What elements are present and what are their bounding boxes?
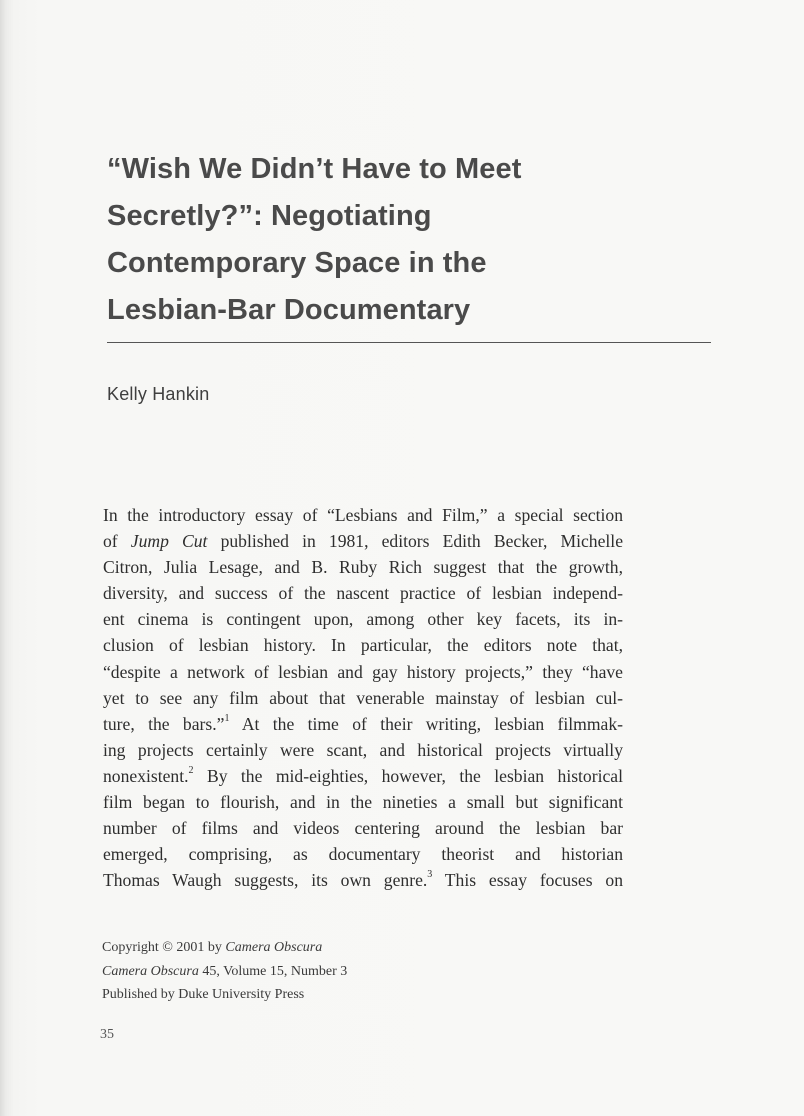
body-line: ture, the bars.”$^1$ At the time of their writing, lesbian filmmak-: [103, 712, 623, 734]
body-line: ing projects certainly were scant, and historical projects virtually: [103, 739, 623, 760]
body-line: clusion of lesbian history. In particular, the editors note that,: [103, 635, 623, 656]
issue-line: Camera Obscura 45, Volume 15, Number 3: [102, 963, 348, 979]
title-line: Secretly?”: Negotiating: [107, 200, 432, 232]
body-line: film began to flourish, and in the nineties a small but significant: [103, 792, 623, 813]
journal-title-italic: Jump Cut: [130, 531, 208, 552]
body-line: nonexistent.$^2$ By the mid-eighties, however, the lesbian historical: [103, 765, 623, 786]
body-line: Thomas Waugh suggests, its own genre.$^3$ This essay focuses on: [103, 869, 623, 891]
footnote-ref: 3: [427, 869, 433, 881]
body-line: number of films and videos centering around the lesbian bar: [103, 818, 623, 839]
body-line: diversity, and success of the nascent practice of lesbian independ-: [103, 583, 623, 604]
article-body: [103, 502, 623, 893]
author-name: Kelly Hankin: [107, 384, 210, 404]
title-line: Lesbian-Bar Documentary: [107, 294, 471, 326]
article-title: [107, 146, 667, 334]
copyright-line: Copyright © 2001 by Camera Obscura: [102, 940, 323, 955]
title-line: “Wish We Didn’t Have to Meet: [107, 153, 522, 185]
footnote-ref: 2: [188, 765, 194, 777]
body-line: In the introductory essay of “Lesbians and Film,” a special section: [103, 505, 623, 525]
body-line: yet to see any film about that venerable mainstay of lesbian cul-: [103, 687, 623, 708]
publisher-line: Published by Duke University Press: [102, 987, 305, 1002]
title-line: Contemporary Space in the: [107, 247, 487, 279]
body-line: “despite a network of lesbian and gay history projects,” they “have: [103, 661, 623, 682]
copyright-block: [102, 936, 347, 1007]
page-number: 35: [100, 1027, 114, 1042]
footnote-ref: 1: [224, 712, 230, 724]
body-line: ent cinema is contingent upon, among other key facets, its in-: [103, 609, 623, 630]
body-line: of Jump Cut published in 1981, editors Edith Becker, Michelle: [103, 531, 623, 552]
title-divider: [107, 342, 711, 343]
body-line: Citron, Julia Lesage, and B. Ruby Rich suggest that the growth,: [103, 557, 623, 578]
body-line: emerged, comprising, as documentary theorist and historian: [103, 844, 623, 865]
